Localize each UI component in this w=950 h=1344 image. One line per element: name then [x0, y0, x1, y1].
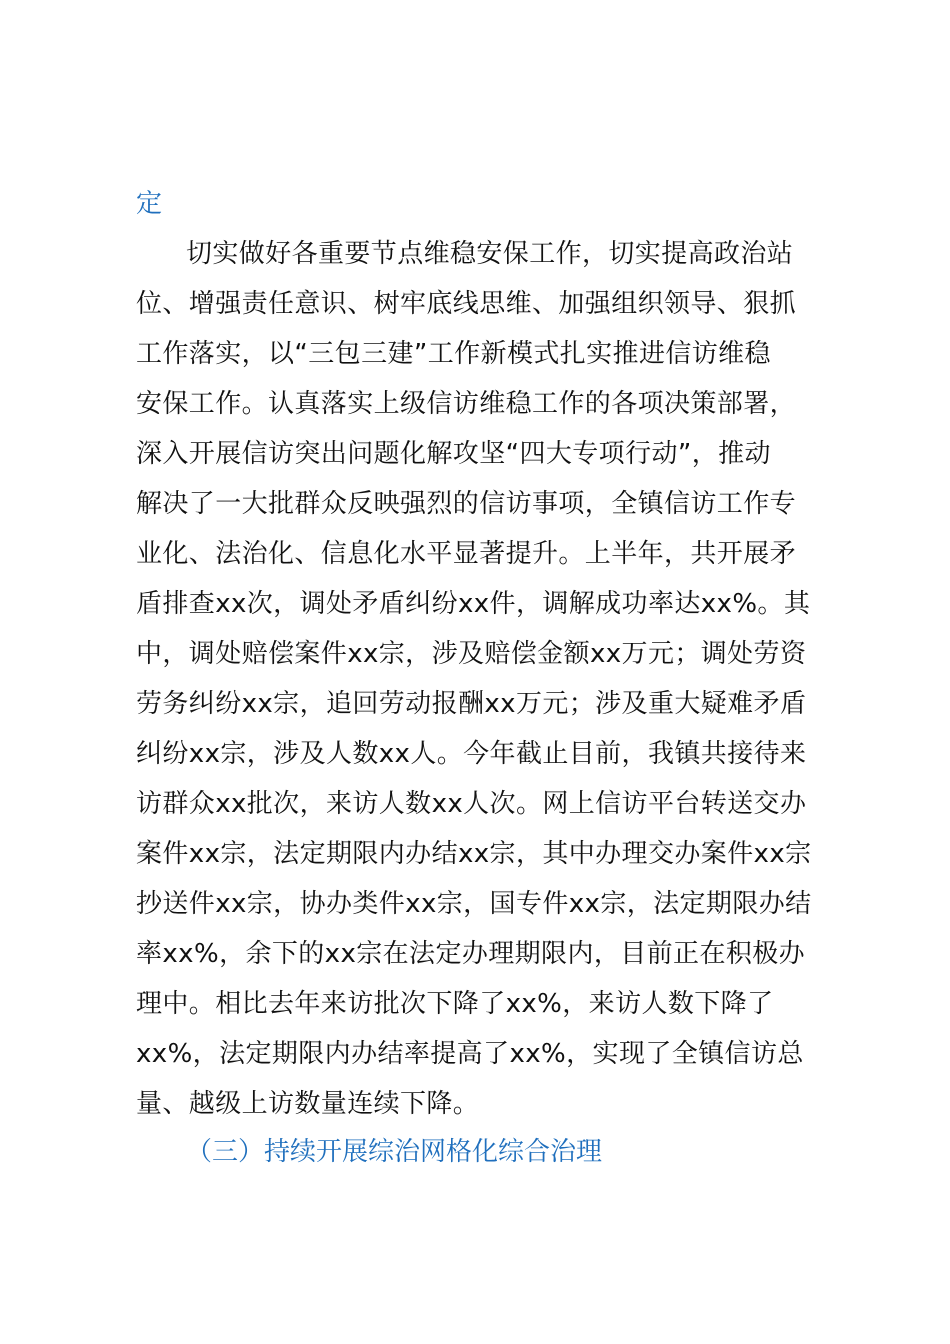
paragraph-line: 工作落实，以“三包三建”工作新模式扎实推进信访维稳 — [136, 339, 771, 369]
continued-heading-fragment: 定 — [136, 189, 163, 219]
paragraph-line: 量、越级上访数量连续下降。 — [136, 1089, 480, 1119]
paragraph-line: 深入开展信访突出问题化解攻坚“四大专项行动”，推动 — [136, 439, 771, 469]
section-heading: （三）持续开展综治网格化综合治理 — [186, 1137, 603, 1167]
paragraph-line: 抄送件xx宗，协办类件xx宗，国专件xx宗，法定期限办结 — [136, 889, 812, 919]
paragraph-line: xx%，法定期限内办结率提高了xx%，实现了全镇信访总 — [136, 1039, 804, 1069]
paragraph-line: 安保工作。认真落实上级信访维稳工作的各项决策部署， — [136, 389, 797, 419]
paragraph-line: 位、增强责任意识、树牢底线思维、加强组织领导、狠抓 — [136, 289, 797, 319]
paragraph-line: 切实做好各重要节点维稳安保工作，切实提高政治站 — [186, 239, 794, 269]
paragraph-line: 劳务纠纷xx宗，追回劳动报酬xx万元；涉及重大疑难矛盾 — [136, 689, 807, 719]
paragraph-line: 率xx%，余下的xx宗在法定办理期限内，目前正在积极办 — [136, 939, 806, 969]
paragraph-line: 解决了一大批群众反映强烈的信访事项，全镇信访工作专 — [136, 489, 797, 519]
paragraph-line: 访群众xx批次，来访人数xx人次。网上信访平台转送交办 — [136, 789, 807, 819]
paragraph-line: 盾排查xx次，调处矛盾纠纷xx件，调解成功率达xx%。其 — [136, 589, 811, 619]
paragraph-line: 理中。相比去年来访批次下降了xx%，来访人数下降了 — [136, 989, 774, 1019]
paragraph-line: 中，调处赔偿案件xx宗，涉及赔偿金额xx万元；调处劳资 — [136, 639, 807, 669]
paragraph-line: 案件xx宗，法定期限内办结xx宗，其中办理交办案件xx宗 — [136, 839, 812, 869]
paragraph-line: 业化、法治化、信息化水平显著提升。上半年，共开展矛 — [136, 539, 797, 569]
paragraph-line: 纠纷xx宗，涉及人数xx人。今年截止目前，我镇共接待来 — [136, 739, 807, 769]
